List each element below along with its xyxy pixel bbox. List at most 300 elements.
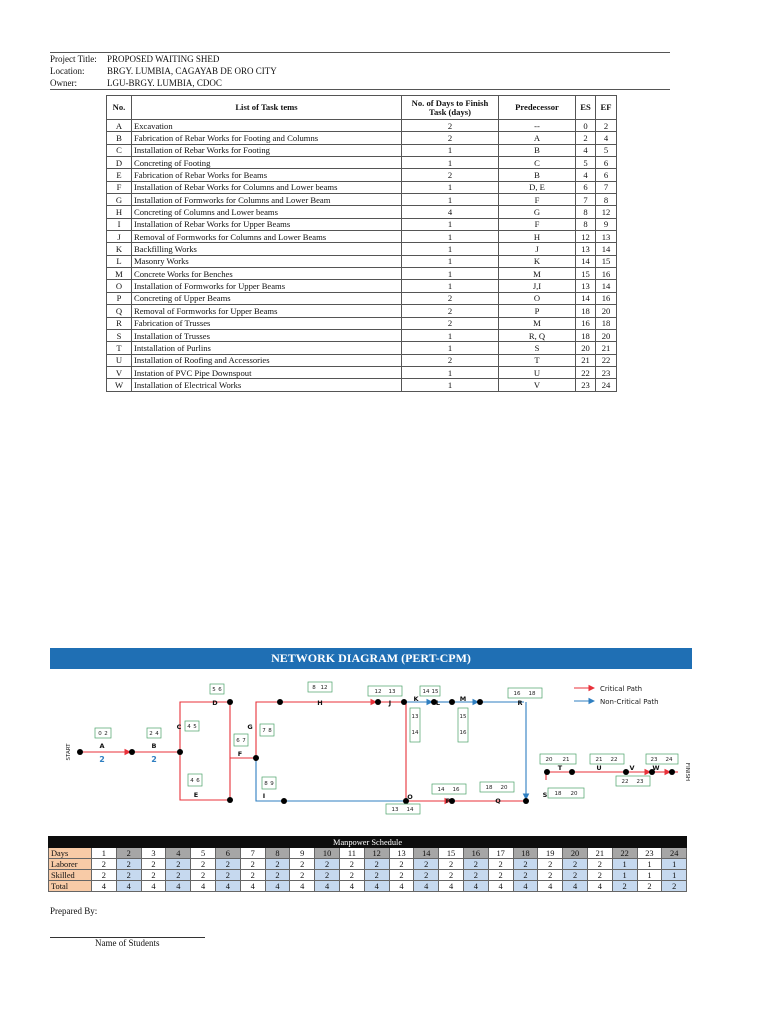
ef-d: 6: [218, 687, 222, 693]
task-days: 2: [402, 317, 499, 329]
task-predecessor: S: [499, 342, 576, 354]
day-cell: 7: [240, 848, 265, 859]
task-no: M: [107, 268, 132, 280]
manpower-cell: 2: [215, 870, 240, 881]
duration-b: 2: [151, 755, 157, 764]
day-cell: 6: [215, 848, 240, 859]
label-j: J: [388, 699, 392, 707]
manpower-cell: 2: [364, 870, 389, 881]
task-ef: 4: [596, 132, 617, 144]
node: [129, 749, 135, 755]
node: [449, 699, 455, 705]
manpower-cell: 4: [315, 881, 340, 892]
manpower-cell: 2: [339, 859, 364, 870]
task-days: 1: [402, 379, 499, 391]
task-days: 1: [402, 280, 499, 292]
owner-label: Owner:: [50, 78, 77, 88]
task-ef: 5: [596, 144, 617, 156]
day-cell: 24: [662, 848, 687, 859]
day-cell: 8: [265, 848, 290, 859]
es-b: 2: [149, 731, 153, 737]
task-no: L: [107, 255, 132, 267]
task-predecessor: B: [499, 144, 576, 156]
es-a: 0: [98, 731, 102, 737]
manpower-cell: 2: [364, 859, 389, 870]
task-name: Concreting of Upper Beams: [132, 292, 402, 304]
task-ef: 6: [596, 169, 617, 181]
ef-w: 24: [665, 757, 673, 763]
task-name: Removal of Formworks for Upper Beams: [132, 305, 402, 317]
node: [281, 798, 287, 804]
manpower-cell: 2: [116, 870, 141, 881]
manpower-cell: 2: [587, 870, 612, 881]
task-name: Installation of Formworks for Upper Beams: [132, 280, 402, 292]
manpower-cell: 2: [116, 859, 141, 870]
header-es: ES: [576, 96, 596, 120]
start-label: START: [66, 743, 72, 761]
day-cell: 20: [563, 848, 588, 859]
manpower-title-row: [49, 837, 687, 848]
manpower-cell: 2: [141, 870, 166, 881]
ef-r: 18: [528, 691, 536, 697]
task-name: Installation of Roofing and Accessories: [132, 354, 402, 366]
label-h: H: [317, 699, 323, 707]
day-cell: 5: [191, 848, 216, 859]
table-row: [107, 292, 617, 304]
task-predecessor: M: [499, 317, 576, 329]
task-name: Intstallation of Purlins: [132, 342, 402, 354]
label-q: Q: [495, 797, 501, 805]
edge-g: [256, 702, 278, 758]
manpower-cell: 4: [290, 881, 315, 892]
label-d: D: [212, 699, 218, 707]
task-no: S: [107, 329, 132, 341]
manpower-cell: 2: [414, 859, 439, 870]
project-title-row: [50, 53, 670, 65]
ef-g: 8: [268, 728, 272, 734]
task-days: 2: [402, 132, 499, 144]
manpower-cell: 2: [463, 870, 488, 881]
task-predecessor: P: [499, 305, 576, 317]
task-es: 21: [576, 354, 596, 366]
task-days: 1: [402, 342, 499, 354]
label-c: C: [176, 723, 182, 731]
ef-u: 22: [610, 757, 618, 763]
manpower-cell: 1: [637, 859, 662, 870]
task-name: Fabrication of Rebar Works for Footing and Columns: [132, 132, 402, 144]
manpower-cell: 2: [389, 859, 414, 870]
task-days: 1: [402, 144, 499, 156]
manpower-cell: 2: [439, 870, 464, 881]
task-ef: 20: [596, 329, 617, 341]
label-g: G: [247, 723, 253, 731]
task-no: Q: [107, 305, 132, 317]
task-predecessor: D, E: [499, 181, 576, 193]
table-row: [107, 132, 617, 144]
task-predecessor: B: [499, 169, 576, 181]
es-o: 13: [391, 807, 399, 813]
task-ef: 24: [596, 379, 617, 391]
task-name: Installation of Formworks for Columns and Lower Beam: [132, 194, 402, 206]
task-name: Installation of Rebar Works for Upper Beams: [132, 218, 402, 230]
manpower-cell: 1: [662, 859, 687, 870]
location-row: [50, 65, 670, 77]
task-ef: 7: [596, 181, 617, 193]
task-name: Concrete Works for Benches: [132, 268, 402, 280]
node: [177, 749, 183, 755]
ef-f: 7: [242, 738, 246, 744]
manpower-days-row: [49, 848, 687, 859]
manpower-cell: 4: [538, 881, 563, 892]
task-predecessor: T: [499, 354, 576, 366]
task-es: 14: [576, 292, 596, 304]
signature-name: Name of Students: [95, 938, 160, 948]
table-row: [107, 342, 617, 354]
network-diagram: [50, 672, 692, 822]
task-name: Fabrication of Rebar Works for Beams: [132, 169, 402, 181]
node: [227, 699, 233, 705]
task-days: 2: [402, 305, 499, 317]
task-predecessor: F: [499, 218, 576, 230]
manpower-row: [49, 859, 687, 870]
manpower-cell: 2: [513, 859, 538, 870]
task-name: Removal of Formworks for Columns and Lower Beams: [132, 231, 402, 243]
day-cell: 16: [463, 848, 488, 859]
table-row: [107, 157, 617, 169]
day-cell: 22: [612, 848, 637, 859]
es-ef-box-j: [368, 686, 402, 696]
header-task: List of Task tems: [132, 96, 402, 120]
manpower-cell: 2: [240, 870, 265, 881]
es-p: 14: [437, 787, 445, 793]
header-no: No.: [107, 96, 132, 120]
manpower-cell: 2: [463, 859, 488, 870]
manpower-row-label: Total: [49, 881, 92, 892]
task-days: 2: [402, 120, 499, 132]
es-f: 6: [236, 738, 240, 744]
task-no: I: [107, 218, 132, 230]
task-predecessor: G: [499, 206, 576, 218]
ef-o: 14: [406, 807, 414, 813]
task-es: 13: [576, 243, 596, 255]
task-days: 1: [402, 194, 499, 206]
ef-h: 12: [320, 685, 328, 691]
divider: [50, 89, 670, 90]
task-no: R: [107, 317, 132, 329]
es-l: 14: [422, 689, 430, 695]
task-no: A: [107, 120, 132, 132]
task-no: C: [107, 144, 132, 156]
finish-label: FINISH: [684, 762, 690, 782]
task-es: 14: [576, 255, 596, 267]
manpower-cell: 4: [488, 881, 513, 892]
task-days: 1: [402, 157, 499, 169]
manpower-cell: 2: [662, 881, 687, 892]
task-days: 4: [402, 206, 499, 218]
task-es: 7: [576, 194, 596, 206]
ef-v: 23: [636, 779, 644, 785]
day-cell: 12: [364, 848, 389, 859]
ef-j: 13: [388, 689, 396, 695]
manpower-cell: 2: [166, 859, 191, 870]
es-d: 5: [212, 687, 216, 693]
manpower-cell: 2: [637, 881, 662, 892]
task-name: Installation of Rebar Works for Footing: [132, 144, 402, 156]
es-g: 7: [262, 728, 266, 734]
manpower-cell: 4: [364, 881, 389, 892]
manpower-cell: 4: [439, 881, 464, 892]
task-predecessor: J: [499, 243, 576, 255]
manpower-cell: 4: [141, 881, 166, 892]
task-days: 2: [402, 354, 499, 366]
ef-a: 2: [104, 731, 108, 737]
manpower-title: Manpower Schedule: [49, 837, 687, 848]
ef-c: 5: [193, 724, 197, 730]
es-k: 13: [411, 714, 419, 720]
task-no: P: [107, 292, 132, 304]
label-i: I: [262, 792, 266, 800]
node: [669, 769, 675, 775]
label-k: K: [413, 695, 419, 703]
es-s: 18: [554, 791, 562, 797]
label-v: V: [629, 764, 635, 772]
task-no: U: [107, 354, 132, 366]
table-row: [107, 218, 617, 230]
task-name: Installation of Electrical Works: [132, 379, 402, 391]
day-cell: 15: [439, 848, 464, 859]
task-es: 4: [576, 169, 596, 181]
task-ef: 22: [596, 354, 617, 366]
header-predecessor: Predecessor: [499, 96, 576, 120]
task-ef: 18: [596, 317, 617, 329]
task-predecessor: J,I: [499, 280, 576, 292]
day-cell: 10: [315, 848, 340, 859]
table-row: [107, 255, 617, 267]
day-cell: 23: [637, 848, 662, 859]
manpower-cell: 2: [92, 870, 117, 881]
task-es: 13: [576, 280, 596, 292]
manpower-cell: 2: [290, 870, 315, 881]
task-name: Excavation: [132, 120, 402, 132]
task-days: 1: [402, 218, 499, 230]
task-predecessor: M: [499, 268, 576, 280]
es-t: 20: [545, 757, 553, 763]
node: [375, 699, 381, 705]
manpower-cell: 2: [141, 859, 166, 870]
manpower-cell: 2: [538, 859, 563, 870]
ef-m: 16: [459, 730, 467, 736]
es-w: 23: [650, 757, 658, 763]
task-ef: 9: [596, 218, 617, 230]
network-diagram-title: NETWORK DIAGRAM (PERT-CPM): [50, 648, 692, 669]
day-cell: 2: [116, 848, 141, 859]
task-ef: 13: [596, 231, 617, 243]
table-row: [107, 194, 617, 206]
ef-k: 14: [411, 730, 419, 736]
ef-p: 16: [452, 787, 460, 793]
manpower-cell: 4: [215, 881, 240, 892]
label-b: B: [151, 742, 157, 750]
task-es: 0: [576, 120, 596, 132]
ef-t: 21: [562, 757, 570, 763]
task-days: 1: [402, 329, 499, 341]
ef-b: 4: [155, 731, 159, 737]
task-predecessor: V: [499, 379, 576, 391]
manpower-cell: 4: [240, 881, 265, 892]
task-predecessor: K: [499, 255, 576, 267]
task-es: 8: [576, 206, 596, 218]
task-es: 18: [576, 305, 596, 317]
es-ef-box-s: [548, 788, 584, 798]
edge-e: [180, 752, 228, 800]
task-days: 1: [402, 181, 499, 193]
label-p: P: [445, 797, 451, 805]
header-ef: EF: [596, 96, 617, 120]
manpower-cell: 4: [166, 881, 191, 892]
manpower-cell: 4: [587, 881, 612, 892]
task-ef: 15: [596, 255, 617, 267]
manpower-cell: 2: [563, 859, 588, 870]
manpower-cell: 2: [513, 870, 538, 881]
table-row: [107, 280, 617, 292]
label-w: W: [652, 764, 660, 772]
manpower-cell: 2: [191, 870, 216, 881]
label-f: F: [237, 750, 243, 758]
task-ef: 12: [596, 206, 617, 218]
prepared-by: Prepared By:: [50, 906, 98, 916]
day-cell: 21: [587, 848, 612, 859]
legend-critical-label: Critical Path: [600, 685, 643, 693]
manpower-cell: 4: [339, 881, 364, 892]
manpower-cell: 2: [290, 859, 315, 870]
table-row: [107, 329, 617, 341]
header-days: No. of Days to Finish Task (days): [402, 96, 499, 120]
manpower-row: [49, 881, 687, 892]
day-cell: 9: [290, 848, 315, 859]
manpower-row-label: Laborer: [49, 859, 92, 870]
duration-a: 2: [99, 755, 105, 764]
owner-row: [50, 77, 670, 89]
manpower-table-body: [49, 837, 687, 892]
node: [523, 798, 529, 804]
task-predecessor: H: [499, 231, 576, 243]
task-es: 2: [576, 132, 596, 144]
table-row: [107, 144, 617, 156]
manpower-cell: 1: [612, 870, 637, 881]
es-h: 8: [312, 685, 316, 691]
manpower-cell: 4: [414, 881, 439, 892]
day-cell: 14: [414, 848, 439, 859]
manpower-cell: 2: [439, 859, 464, 870]
task-name: Masonry Works: [132, 255, 402, 267]
days-label: Days: [49, 848, 92, 859]
table-row: [107, 305, 617, 317]
table-row: [107, 317, 617, 329]
manpower-cell: 1: [612, 859, 637, 870]
task-days: 1: [402, 255, 499, 267]
label-u: U: [596, 764, 602, 772]
task-name: Concreting of Columns and Lower beams: [132, 206, 402, 218]
manpower-cell: 2: [488, 859, 513, 870]
task-es: 20: [576, 342, 596, 354]
task-ef: 21: [596, 342, 617, 354]
node: [253, 755, 259, 761]
task-es: 12: [576, 231, 596, 243]
task-es: 16: [576, 317, 596, 329]
task-predecessor: U: [499, 366, 576, 378]
ef-l: 15: [431, 689, 439, 695]
task-name: Backfilling Works: [132, 243, 402, 255]
es-q: 18: [485, 785, 493, 791]
task-ef: 14: [596, 243, 617, 255]
manpower-cell: 4: [463, 881, 488, 892]
manpower-cell: 2: [563, 870, 588, 881]
task-table: [106, 95, 617, 392]
table-row: [107, 181, 617, 193]
label-m: M: [459, 695, 467, 703]
task-es: 4: [576, 144, 596, 156]
table-row: [107, 120, 617, 132]
day-cell: 19: [538, 848, 563, 859]
task-es: 5: [576, 157, 596, 169]
task-days: 1: [402, 231, 499, 243]
task-no: G: [107, 194, 132, 206]
owner-value: LGU-BRGY. LUMBIA, CDOC: [107, 78, 222, 88]
manpower-cell: 2: [315, 859, 340, 870]
ef-q: 20: [500, 785, 508, 791]
table-row: [107, 243, 617, 255]
table-row: [107, 354, 617, 366]
manpower-cell: 2: [240, 859, 265, 870]
manpower-cell: 2: [166, 870, 191, 881]
task-ef: 6: [596, 157, 617, 169]
es-m: 15: [459, 714, 467, 720]
task-name: Installation of Rebar Works for Columns and Lower beams: [132, 181, 402, 193]
day-cell: 1: [92, 848, 117, 859]
es-c: 4: [187, 724, 191, 730]
manpower-cell: 1: [637, 870, 662, 881]
manpower-cell: 2: [191, 859, 216, 870]
manpower-cell: 2: [265, 859, 290, 870]
task-ef: 16: [596, 268, 617, 280]
task-table-body: [107, 120, 617, 392]
task-no: H: [107, 206, 132, 218]
label-r: R: [517, 699, 523, 707]
task-days: 2: [402, 169, 499, 181]
node: [477, 699, 483, 705]
task-predecessor: A: [499, 132, 576, 144]
manpower-cell: 4: [563, 881, 588, 892]
manpower-cell: 2: [315, 870, 340, 881]
task-ef: 14: [596, 280, 617, 292]
task-days: 2: [402, 292, 499, 304]
day-cell: 18: [513, 848, 538, 859]
es-r: 16: [513, 691, 521, 697]
legend-noncritical-label: Non-Critical Path: [600, 698, 659, 706]
task-no: E: [107, 169, 132, 181]
label-a: A: [99, 742, 105, 750]
task-name: Fabrication of Trusses: [132, 317, 402, 329]
task-no: K: [107, 243, 132, 255]
manpower-table: [48, 836, 687, 892]
task-ef: 2: [596, 120, 617, 132]
label-s: S: [542, 791, 548, 799]
task-days: 1: [402, 268, 499, 280]
manpower-cell: 2: [215, 859, 240, 870]
day-cell: 17: [488, 848, 513, 859]
task-name: Concreting of Footing: [132, 157, 402, 169]
ef-e: 6: [196, 778, 200, 784]
